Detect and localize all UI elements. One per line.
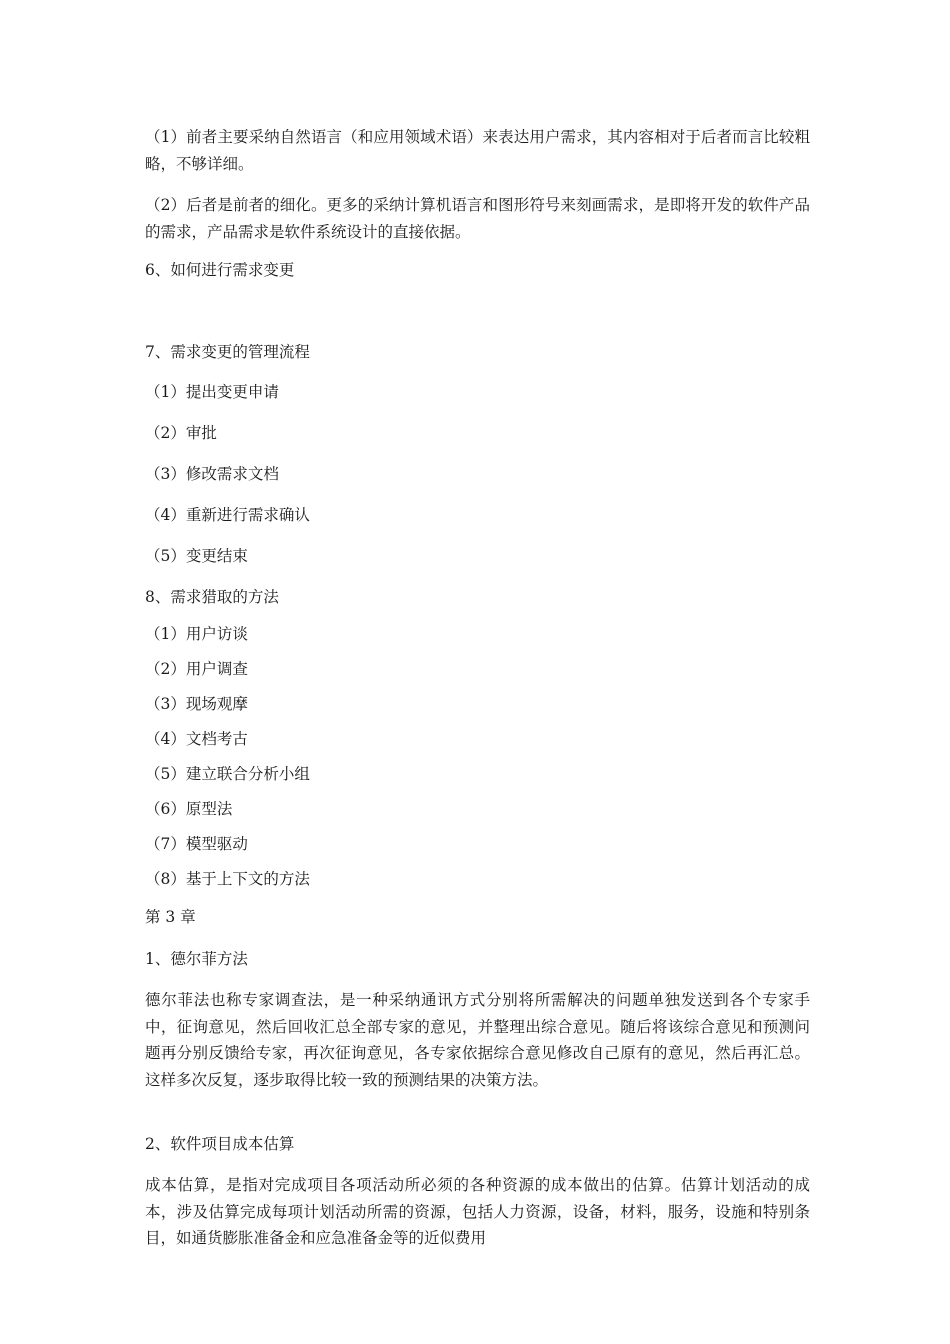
heading-7: 7、需求变更的管理流程 — [145, 343, 310, 361]
list-item: （3）现场观摩 — [145, 695, 248, 713]
list-item: （8）基于上下文的方法 — [145, 870, 310, 888]
paragraph-cost-estimation: 成本估算，是指对完成项目各项活动所必须的各种资源的成本做出的估算。估算计划活动的成本，涉及估算完成每项计划活动所需的资源，包括人力资源，设备，材料，服务，设施和特别条目，如通货膨胀准备金和应急准备金等的近似费用 — [145, 1176, 810, 1247]
list-item: （4）重新进行需求确认 — [145, 506, 310, 524]
chapter-heading: 第 3 章 — [145, 908, 196, 926]
list-item: （5）变更结束 — [145, 547, 248, 565]
list-item: （5）建立联合分析小组 — [145, 765, 310, 783]
list-item: （1）提出变更申请 — [145, 383, 279, 401]
list-item: （6）原型法 — [145, 800, 233, 818]
paragraph-delphi: 德尔菲法也称专家调查法，是一种采纳通讯方式分别将所需解决的问题单独发送到各个专家手中，征询意见，然后回收汇总全部专家的意见，并整理出综合意见。随后将该综合意见和预测问题再分别反馈给专家，再次征询意见，各专家依据综合意见修改自己原有的意见，然后再汇总。这样多次反复，逐步取得比较一致的预测结果的决策方法。 — [145, 991, 810, 1089]
list-item: （7）模型驱动 — [145, 835, 248, 853]
list-item: （2）审批 — [145, 424, 217, 442]
paragraph-2: （2）后者是前者的细化。更多的采纳计算机语言和图形符号来刻画需求，是即将开发的软件产品的需求，产品需求是软件系统设计的直接依据。 — [145, 196, 810, 241]
list-item: （4）文档考古 — [145, 730, 248, 748]
paragraph-1: （1）前者主要采纳自然语言（和应用领域术语）来表达用户需求，其内容相对于后者而言比较粗略，不够详细。 — [145, 128, 810, 173]
list-item: （2）用户调查 — [145, 660, 248, 678]
list-item: （3）修改需求文档 — [145, 465, 279, 483]
list-item: （1）用户访谈 — [145, 625, 248, 643]
section-heading-2: 2、软件项目成本估算 — [145, 1135, 295, 1153]
heading-8: 8、需求猎取的方法 — [145, 588, 279, 606]
section-heading-1: 1、德尔菲方法 — [145, 950, 248, 968]
heading-6: 6、如何进行需求变更 — [145, 261, 295, 279]
